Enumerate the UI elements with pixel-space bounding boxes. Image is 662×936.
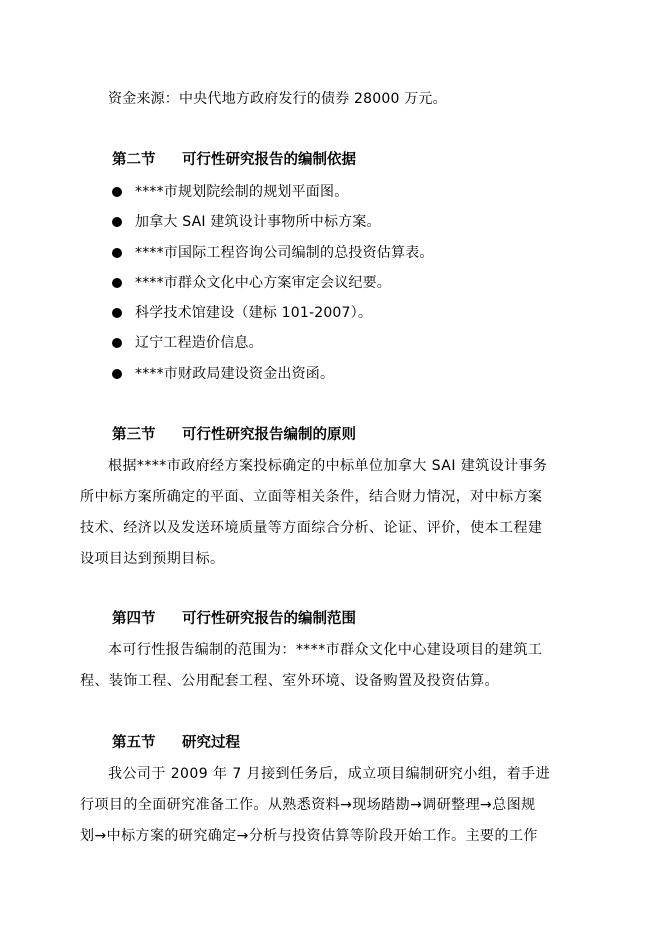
section-4-title: 可行性研究报告的编制范围 xyxy=(182,611,356,627)
list-item-text: ****市财政局建设资金出资函。 xyxy=(135,366,335,382)
section-3-paragraph xyxy=(80,451,578,575)
section-3-title: 可行性研究报告编制的原则 xyxy=(182,427,356,443)
paragraph-line: 所中标方案所确定的平面、立面等相关条件，结合财力情况，对中标方案 xyxy=(80,489,543,505)
section-2-heading xyxy=(112,150,356,170)
paragraph-line: 设项目达到预期目标。 xyxy=(80,551,225,567)
section-5-heading xyxy=(112,733,240,753)
bullet-icon xyxy=(112,278,122,288)
bullet-icon xyxy=(112,248,122,258)
section-3-heading xyxy=(112,425,356,445)
bullet-icon xyxy=(112,217,122,227)
paragraph-line: 我公司于 2009 年 7 月接到任务后，成立项目编制研究小组，着手进 xyxy=(108,766,551,782)
bullet-icon xyxy=(112,187,122,197)
paragraph-line: 行项目的全面研究准备工作。从熟悉资料→现场踏勘→调研整理→总图规 xyxy=(80,797,536,813)
paragraph-line: 程、装饰工程、公用配套工程、室外环境、设备购置及投资估算。 xyxy=(80,673,500,689)
section-2-title: 可行性研究报告的编制依据 xyxy=(182,152,356,168)
section-5-number: 第五节 xyxy=(112,735,156,751)
paragraph-line: 根据****市政府经方案投标确定的中标单位加拿大 SAI 建筑设计事务 xyxy=(108,458,548,474)
list-item-text: ****市国际工程咨询公司编制的总投资估算表。 xyxy=(135,245,434,261)
list-item-text: ****市规划院绘制的规划平面图。 xyxy=(135,184,349,200)
bullet-icon xyxy=(112,338,122,348)
section-3-number: 第三节 xyxy=(112,427,156,443)
section-4-paragraph xyxy=(80,635,578,697)
paragraph-line: 划→中标方案的研究确定→分析与投资估算等阶段开始工作。主要的工作 xyxy=(80,828,538,844)
list-item-text: ****市群众文化中心方案审定会议纪要。 xyxy=(135,275,391,291)
bullet-icon xyxy=(112,369,122,379)
section-4-number: 第四节 xyxy=(112,611,156,627)
bullet-icon xyxy=(112,308,122,318)
section-2-number: 第二节 xyxy=(112,152,156,168)
section-5-paragraph xyxy=(80,759,578,852)
paragraph-line: 技术、经济以及发送环境质量等方面综合分析、论证、评价，使本工程建 xyxy=(80,520,543,536)
list-item-text: 辽宁工程造价信息。 xyxy=(135,335,263,351)
list-item-text: 科学技术馆建设（建标 101-2007）。 xyxy=(135,305,373,321)
section-4-heading xyxy=(112,609,356,629)
paragraph-line: 本可行性报告编制的范围为：****市群众文化中心建设项目的建筑工 xyxy=(108,642,543,658)
funding-source-line: 资金来源：中央代地方政府发行的债券 28000 万元。 xyxy=(108,91,447,107)
list-item-text: 加拿大 SAI 建筑设计事物所中标方案。 xyxy=(135,214,381,230)
section-5-title: 研究过程 xyxy=(182,735,240,751)
